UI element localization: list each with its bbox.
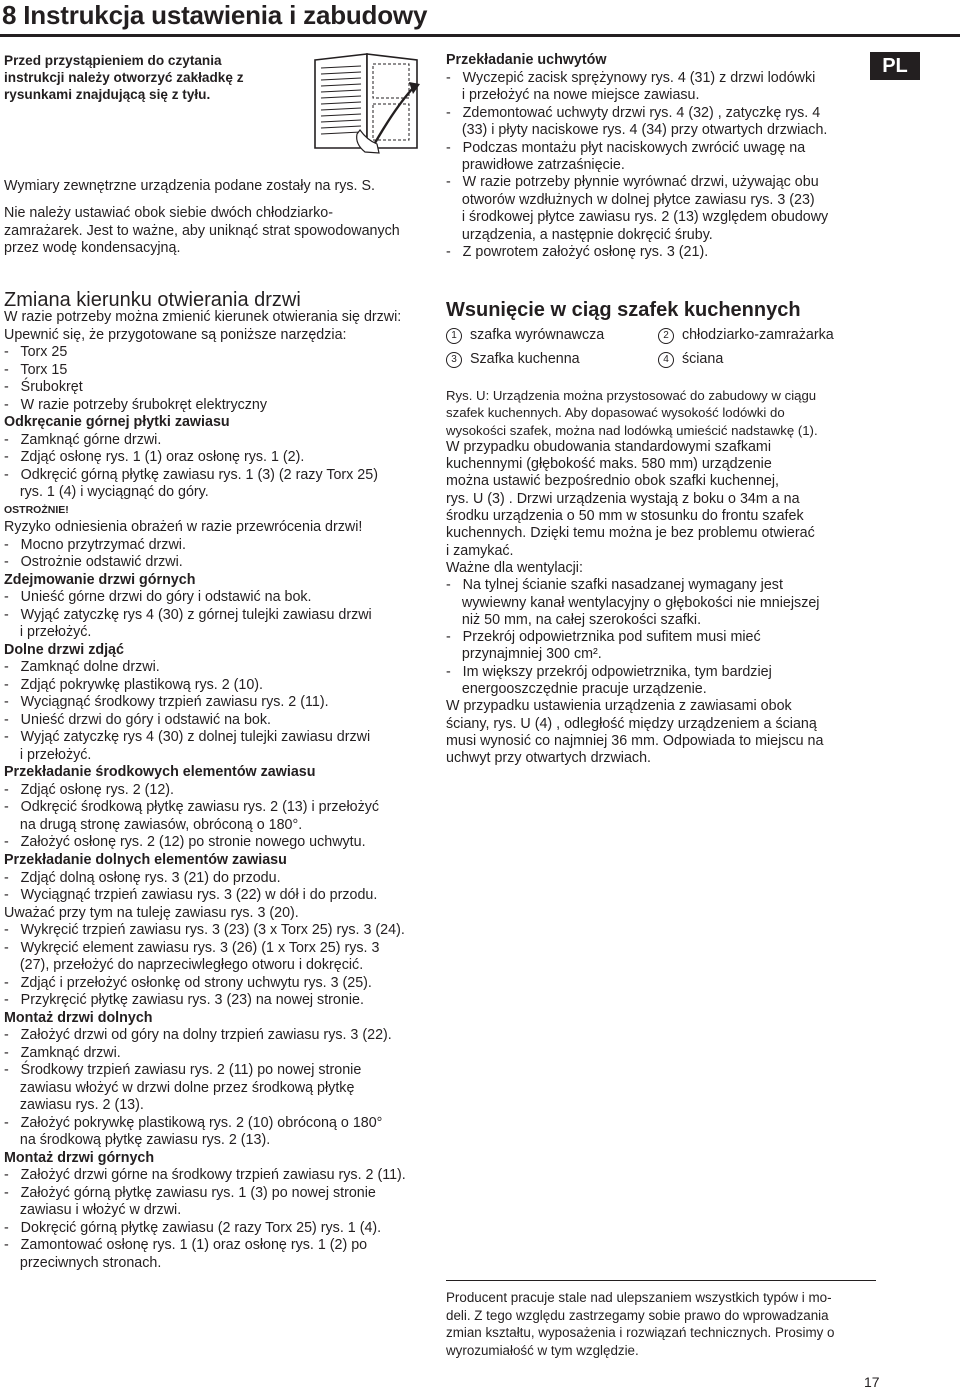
subheading: Montaż drzwi górnych	[4, 1149, 155, 1166]
text-line: - Założyć pokrywkę plastikową rys. 2 (10) obróconą o 180°	[4, 1114, 383, 1131]
small-line: szafek kuchennych. Aby dopasować wysokość lodówki do	[446, 405, 785, 421]
text-line: - Zdemontować uchwyty drzwi rys. 4 (32) , zatyczkę rys. 4	[446, 104, 821, 121]
text-line: - Dokręcić górną płytkę zawiasu (2 razy Torx 25) rys. 1 (4).	[4, 1219, 382, 1236]
language-badge: PL	[870, 52, 920, 80]
text-line: można ustawić bezpośrednio obok szafki kuchennej,	[446, 473, 779, 490]
text-line: niż 50 mm, na całej szerokości szafki.	[446, 611, 702, 628]
legend-item	[658, 327, 834, 344]
intro-line: Przed przystąpieniem do czytania	[4, 53, 222, 68]
text-line: - Ostrożnie odstawić drzwi.	[4, 554, 183, 571]
text-line: W razie potrzeby można zmienić kierunek otwierania się drzwi:	[4, 309, 402, 325]
text-line: - W razie potrzeby płynnie wyrównać drzwi, używając obu	[446, 174, 819, 191]
text-line: ściany, rys. U (4) , odległość między urządzeniem a ścianą	[446, 715, 817, 732]
text-line: - Założyć drzwi górne na środkowy trzpień zawiasu rys. 2 (11).	[4, 1167, 406, 1184]
text-line: przynajmniej 300 cm².	[446, 646, 602, 663]
text-line: - Zamknąć drzwi.	[4, 1044, 121, 1061]
text-line: W przypadku obudowania standardowymi szafkami	[446, 438, 772, 455]
legend-item	[446, 351, 580, 368]
text-line: - Wyciągnąć trzpień zawiasu rys. 3 (22) w dół i do przodu.	[4, 887, 378, 904]
intro-line: instrukcji należy otworzyć zakładkę z	[4, 70, 244, 85]
text-line: - Wyciągnąć środkowy trzpień zawiasu rys. 2 (11).	[4, 694, 329, 711]
small-line: OSTROŻNIE!	[4, 503, 69, 516]
legend-label: ściana	[681, 351, 724, 367]
text-line: - Zdjąć osłonę rys. 2 (12).	[4, 781, 175, 798]
warning-line: przez wodę kondensacyjną.	[4, 240, 181, 257]
subheading: Montaż drzwi dolnych	[4, 1009, 153, 1026]
text-line: - Wyjąć zatyczkę rys 4 (30) z górnej tulejki zawiasu drzwi	[4, 606, 372, 623]
text-line: - Wykręcić trzpień zawiasu rys. 3 (23) (3 x Torx 25) rys. 3 (24).	[4, 922, 405, 939]
text-line: prawidłowe zatrzaśnięcie.	[446, 157, 625, 174]
text-line: kuchennych. Dzięki temu można je bez problemu otwierać	[446, 525, 815, 542]
text-line: urządzenia, a następnie dokręcić śruby.	[446, 226, 713, 243]
small-line: Rys. U: Urządzenia można przystosować do zabudowy w ciągu	[446, 388, 817, 403]
text-line: Ważne dla wentylacji:	[446, 559, 583, 576]
legend-number: 2	[658, 328, 674, 344]
text-line: przeciwnych stronach.	[4, 1254, 162, 1271]
text-line: rys. 1 (4) i wyciągnąć do góry.	[4, 484, 209, 501]
text-line: - Na tylnej ścianie szafki nasadzanej wymagany jest	[446, 577, 783, 594]
legend-number: 1	[446, 328, 462, 344]
page-title: 8 Instrukcja ustawienia i zabudowy	[2, 0, 428, 30]
legend-item	[658, 351, 723, 368]
page-number: 17	[864, 1374, 880, 1390]
text-line: - Odkręcić środkową płytkę zawiasu rys. 2 (13) i przełożyć	[4, 799, 380, 816]
legend-number: 3	[446, 352, 462, 368]
open-book-illustration	[305, 48, 430, 158]
title-rule	[0, 34, 960, 37]
legend-label: Szafka kuchenna	[469, 351, 580, 367]
footer-note	[446, 1289, 876, 1359]
legend	[446, 327, 866, 373]
section-heading-door-reversal: Zmiana kierunku otwierania drzwi	[4, 289, 301, 311]
warning-line: zamrażarek. Jest to ważne, aby uniknąć strat spowodowanych	[4, 222, 400, 239]
text-line: - Unieść górne drzwi do góry i odstawić na bok.	[4, 589, 312, 606]
section-heading-handles: Przekładanie uchwytów	[446, 52, 607, 68]
text-line: otworów wzdłużnych w dolnej płytce zawiasu rys. 3 (23)	[446, 191, 815, 208]
text-line: i zamykać.	[446, 542, 514, 559]
text-line: zawiasu i włożyć w drzwi.	[4, 1202, 182, 1219]
text-line: - Założyć górną płytkę zawiasu rys. 1 (3) po nowej stronie	[4, 1184, 376, 1201]
text-line: kuchennymi (głębokość maks. 580 mm) urządzenie	[446, 456, 772, 473]
subheading: Zdejmowanie drzwi górnych	[4, 571, 196, 588]
text-line: - Unieść drzwi do góry i odstawić na bok.	[4, 711, 271, 728]
text-line: wywiewny kanał wentylacyjny o głębokości nie mniejszej	[446, 594, 820, 611]
text-line: - Z powrotem założyć osłonę rys. 3 (21).	[446, 244, 709, 261]
right-column-body	[446, 387, 866, 768]
text-line: - Założyć drzwi od góry na dolny trzpień zawiasu rys. 3 (22).	[4, 1027, 392, 1044]
text-line: - Odkręcić górną płytkę zawiasu rys. 1 (3) (2 razy Torx 25)	[4, 466, 378, 483]
text-line: - Zdjąć i przełożyć osłonkę od strony uchwytu rys. 3 (25).	[4, 974, 372, 991]
text-line: W przypadku ustawienia urządzenia z zawiasami obok	[446, 698, 792, 715]
text-line: energooszczędnie pracuje urządzenie.	[446, 681, 707, 698]
text-line: - Wyjąć zatyczkę rys 4 (30) z dolnej tulejki zawiasu drzwi	[4, 729, 371, 746]
intro-text	[4, 178, 424, 258]
subheading: Przekładanie dolnych elementów zawiasu	[4, 851, 287, 868]
text-line: i przełożyć.	[4, 624, 92, 641]
legend-label: szafka wyrównawcza	[469, 327, 605, 343]
text-line: na drugą stronę zawiasów, obróconą o 180°.	[4, 816, 303, 833]
text-line: - Założyć osłonę rys. 2 (12) po stronie nowego uchwytu.	[4, 834, 366, 851]
subheading: Odkręcanie górnej płytki zawiasu	[4, 414, 230, 431]
footer-line: wyrozumiałość w tym względzie.	[446, 1342, 639, 1358]
text-line: (27), przełożyć do naprzeciwległego otworu i dokręcić.	[4, 957, 364, 974]
text-line: - Zdjąć osłonę rys. 1 (1) oraz osłonę rys. 1 (2).	[4, 449, 305, 466]
text-line: uchwyt przy otwartych drzwiach.	[446, 750, 651, 767]
text-line: - Im większy przekrój odpowietrznika, tym bardziej	[446, 663, 772, 680]
text-line: - Śrubokręt	[4, 379, 83, 396]
legend-label: chłodziarko-zamrażarka	[681, 327, 834, 343]
text-line: i środkowej płytce zawiasu rys. 2 (13) względem obudowy	[446, 209, 829, 226]
text-line: i przełożyć na nowe miejsce zawiasu.	[446, 87, 700, 104]
text-line: - Zamontować osłonę rys. 1 (1) oraz osłonę rys. 1 (2) po	[4, 1237, 368, 1254]
footer-line: zmian kształtu, wyposażenia i rozwiązań technicznych. Prosimy o	[446, 1325, 835, 1340]
text-line: (33) i płyty naciskowe rys. 4 (34) przy otwartych drzwiach.	[446, 122, 828, 139]
footer-line: deli. Z tego względu zastrzegamy sobie prawo do wprowadzania	[446, 1307, 829, 1323]
warning-line: Nie należy ustawiać obok siebie dwóch chłodziarko-	[4, 205, 333, 222]
text-line: - Wykręcić element zawiasu rys. 3 (26) (1 x Torx 25) rys. 3	[4, 939, 380, 956]
text-line: - Zdjąć pokrywkę plastikową rys. 2 (10).	[4, 676, 264, 693]
text-line: - W razie potrzeby śrubokręt elektryczny	[4, 396, 267, 413]
text-line: - Wyczepić zacisk sprężynowy rys. 4 (31) z drzwi lodówki	[446, 70, 816, 86]
text-line: - Zamknąć dolne drzwi.	[4, 659, 160, 676]
text-line: zawiasu włożyć w drzwi dolne przez środkową płytkę	[4, 1079, 355, 1096]
footer-divider	[446, 1280, 876, 1281]
left-column-body	[4, 309, 434, 1272]
section-heading-cabinet: Wsunięcie w ciąg szafek kuchennych	[446, 299, 801, 321]
legend-number: 4	[658, 352, 674, 368]
text-line: - Podczas montażu płyt naciskowych zwrócić uwagę na	[446, 139, 806, 156]
text-line: rys. U (3) . Drzwi urządzenia wystają z boku o 34m a na	[446, 490, 800, 507]
subheading: Przekładanie środkowych elementów zawiasu	[4, 764, 316, 781]
small-line: wysokości szafek, można nad lodówką umieścić nadstawkę (1).	[446, 422, 818, 438]
text-line: Upewnić się, że przygotowane są poniższe narzędzia:	[4, 326, 347, 343]
text-line: Ryzyko odniesienia obrażeń w razie przewrócenia drzwi!	[4, 519, 363, 536]
text-line: - Mocno przytrzymać drzwi.	[4, 536, 186, 553]
footer-line: Producent pracuje stale nad ulepszaniem wszystkich typów i mo-	[446, 1290, 832, 1305]
text-line: - Środkowy trzpień zawiasu rys. 2 (11) po nowej stronie	[4, 1062, 362, 1079]
subheading: Dolne drzwi zdjąć	[4, 641, 124, 658]
text-line: - Torx 25	[4, 344, 68, 361]
right-top-body	[446, 70, 866, 261]
text-line: i przełożyć.	[4, 746, 92, 763]
text-line: Uważać przy tym na tuleję zawiasu rys. 3 (20).	[4, 904, 299, 921]
text-line: - Torx 15	[4, 361, 68, 378]
intro-bold	[4, 52, 304, 103]
text-line: środku urządzenia o 50 mm w stosunku do frontu szafek	[446, 508, 804, 525]
text-line: - Zamknąć górne drzwi.	[4, 431, 162, 448]
legend-item	[446, 327, 604, 344]
text-line: zawiasu rys. 2 (13).	[4, 1097, 144, 1114]
text-line: - Przekrój odpowietrznika pod sufitem musi mieć	[446, 629, 761, 646]
text-line: - Zdjąć dolną osłonę rys. 3 (21) do przodu.	[4, 869, 281, 886]
dimensions-note: Wymiary zewnętrzne urządzenia podane zostały na rys. S.	[4, 178, 375, 194]
text-line: musi wynosić co najmniej 36 mm. Odpowiada to miejscu na	[446, 732, 824, 749]
text-line: - Przykręcić płytkę zawiasu rys. 3 (23) na nowej stronie.	[4, 992, 364, 1009]
text-line: na środkową płytkę zawiasu rys. 2 (13).	[4, 1132, 271, 1149]
intro-line: rysunkami znajdującą się z tyłu.	[4, 87, 211, 102]
